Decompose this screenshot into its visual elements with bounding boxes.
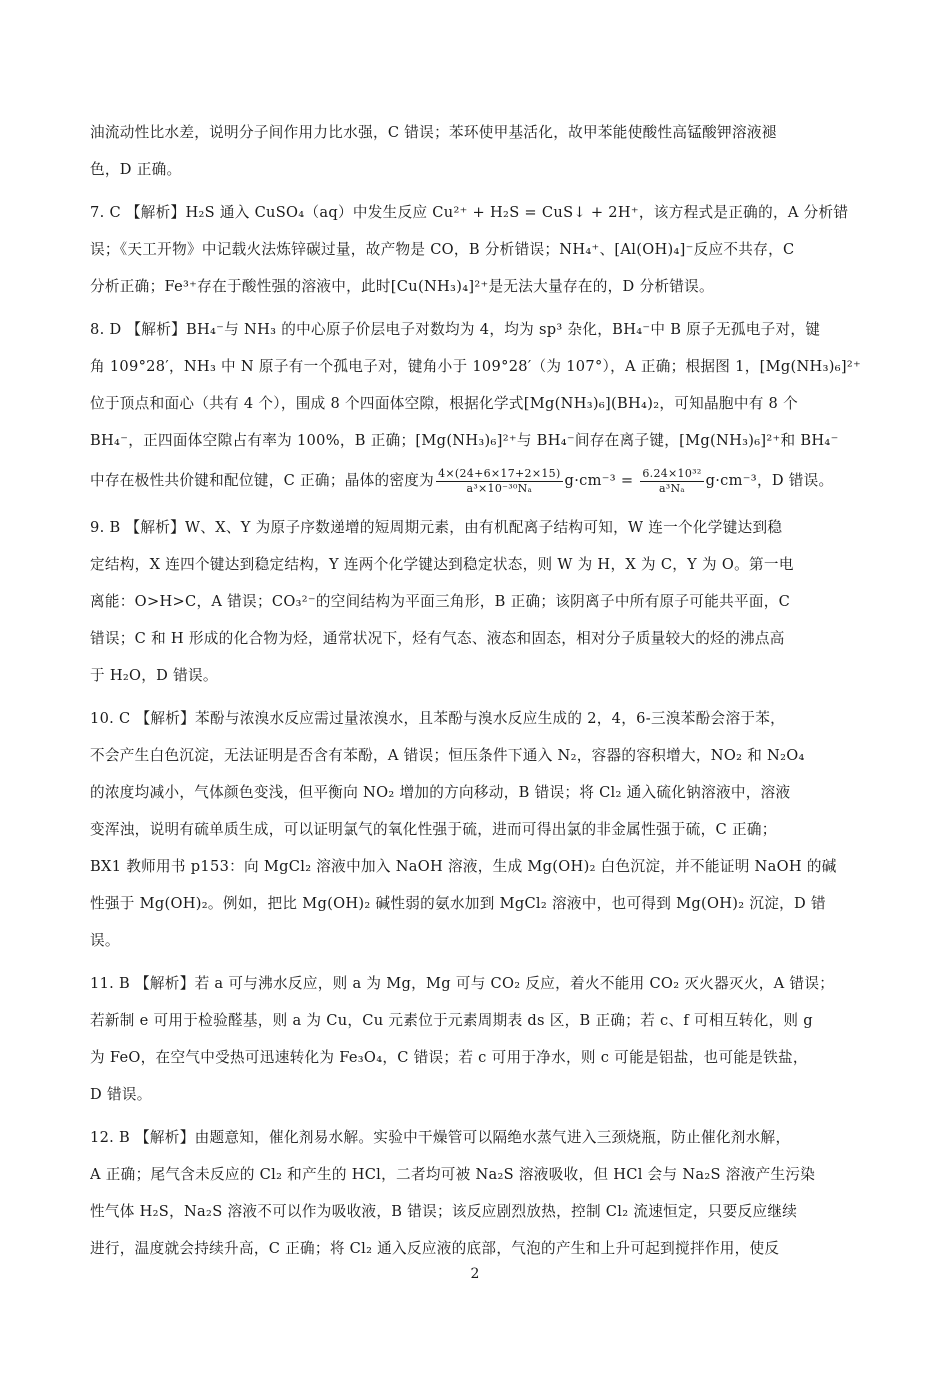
fraction-numerator: 6.24×10³²	[642, 466, 702, 480]
text-line: BX1 教师用书 p153：向 MgCl₂ 溶液中加入 NaOH 溶液，生成 Mg(OH)₂ 白色沉淀，并不能证明 NaOH 的碱	[90, 858, 837, 875]
formula-lead-text: 中存在极性共价键和配位键，C 正确；晶体的密度为	[90, 472, 435, 489]
density-fraction-2	[640, 467, 703, 496]
text-line: 性强于 Mg(OH)₂。例如，把比 Mg(OH)₂ 碱性弱的氨水加到 MgCl₂ 溶液中，也可得到 Mg(OH)₂ 沉淀，D 错	[90, 895, 826, 912]
text-line: 10. C 【解析】苯酚与浓溴水反应需过量浓溴水，且苯酚与溴水反应生成的 2，4，6-三溴苯酚会溶于苯，	[90, 710, 786, 727]
text-line: 位于顶点和面心（共有 4 个），围成 8 个四面体空隙，根据化学式[Mg(NH₃)₆](BH₄)₂，可知晶胞中有 8 个	[90, 395, 798, 412]
text-line: 8. D 【解析】BH₄⁻与 NH₃ 的中心原子价层电子对数均为 4，均为 sp³ 杂化，BH₄⁻中 B 原子无孤电子对，键	[90, 321, 821, 338]
text-line: 定结构，X 连四个键达到稳定结构，Y 连两个化学键达到稳定状态，则 W 为 H，X 为 C，Y 为 O。第一电	[90, 556, 794, 573]
text-line: 误；《天工开物》中记载火法炼锌碳过量，故产物是 CO，B 分析错误；NH₄⁺、[Al(OH)₄]⁻反应不共存，C	[90, 241, 795, 258]
unit-text: g·cm⁻³	[705, 472, 757, 489]
equals-sign: =	[620, 472, 634, 489]
text-line: 于 H₂O，D 错误。	[90, 667, 218, 684]
text-line: 11. B 【解析】若 a 可与沸水反应，则 a 为 Mg，Mg 可与 CO₂ 反应，着火不能用 CO₂ 灭火器灭火，A 错误；	[90, 975, 835, 992]
text-line: 12. B 【解析】由题意知，催化剂易水解。实验中干燥管可以隔绝水蒸气进入三颈烧瓶，防止催化剂水解，	[90, 1129, 791, 1146]
page-number: 2	[470, 1266, 480, 1282]
formula-line	[90, 459, 870, 503]
text-line: 进行，温度就会持续升高，C 正确；将 Cl₂ 通入反应液的底部，气泡的产生和上升可起到搅拌作用，使反	[90, 1240, 780, 1257]
text-line: 性气体 H₂S，Na₂S 溶液不可以作为吸收液，B 错误；该反应剧烈放热，控制 Cl₂ 流速恒定，只要反应继续	[90, 1203, 798, 1220]
text-line: BH₄⁻，正四面体空隙占有率为 100%，B 正确；[Mg(NH₃)₆]²⁺与 BH₄⁻间存在离子键，[Mg(NH₃)₆]²⁺和 BH₄⁻	[90, 432, 839, 449]
text-line: 7. C 【解析】H₂S 通入 CuSO₄（aq）中发生反应 Cu²⁺ + H₂S = CuS↓ + 2H⁺，该方程式是正确的，A 分析错	[90, 204, 849, 221]
text-line: D 错误。	[90, 1086, 152, 1103]
text-line: 若新制 e 可用于检验醛基，则 a 为 Cu，Cu 元素位于元素周期表 ds 区，B 正确；若 c、f 可相互转化，则 g	[90, 1012, 813, 1029]
text-line: 的浓度均减小，气体颜色变浅，但平衡向 NO₂ 增加的方向移动，B 错误；将 Cl₂ 通入硫化钠溶液中，溶液	[90, 784, 791, 801]
fraction-numerator: 4×(24+6×17+2×15)	[438, 466, 561, 480]
text-line: 9. B 【解析】W、X、Y 为原子序数递增的短周期元素，由有机配离子结构可知，W 连一个化学键达到稳	[90, 519, 783, 536]
text-line: 为 FeO，在空气中受热可迅速转化为 Fe₃O₄，C 错误；若 c 可用于净水，则 c 可能是铝盐，也可能是铁盐，	[90, 1049, 808, 1066]
fraction-denominator: a³Nₐ	[658, 481, 685, 495]
fraction-denominator: a³×10⁻³⁰Nₐ	[466, 481, 533, 495]
text-line: 油流动性比水差，说明分子间作用力比水强，C 错误；苯环使甲基活化，故甲苯能使酸性高锰酸钾溶液褪	[90, 124, 777, 141]
text-line: A 正确；尾气含未反应的 Cl₂ 和产生的 HCl，二者均可被 Na₂S 溶液吸收，但 HCl 会与 Na₂S 溶液产生污染	[90, 1166, 816, 1183]
formula-tail-text: ，D 错误。	[756, 472, 834, 489]
text-line: 误。	[90, 932, 120, 949]
unit-text: g·cm⁻³	[564, 472, 616, 489]
text-line: 角 109°28′，NH₃ 中 N 原子有一个孤电子对，键角小于 109°28′（为 107°），A 正确；根据图 1，[Mg(NH₃)₆]²⁺	[90, 358, 862, 375]
text-line: 错误；C 和 H 形成的化合物为烃，通常状况下，烃有气态、液态和固态，相对分子质量较大的烃的沸点高	[90, 630, 785, 647]
text-line: 色，D 正确。	[90, 161, 182, 178]
density-fraction-1	[436, 467, 562, 496]
text-line: 不会产生白色沉淀，无法证明是否含有苯酚，A 错误；恒压条件下通入 N₂，容器的容积增大，NO₂ 和 N₂O₄	[90, 747, 805, 764]
body-text	[90, 114, 870, 1267]
text-line: 变浑浊，说明有硫单质生成，可以证明氯气的氧化性强于硫，进而可得出氯的非金属性强于硫，C 正确；	[90, 821, 777, 838]
text-line: 离能：O>H>C，A 错误；CO₃²⁻的空间结构为平面三角形，B 正确；该阴离子中所有原子可能共平面，C	[90, 593, 791, 610]
text-line: 分析正确；Fe³⁺存在于酸性强的溶液中，此时[Cu(NH₃)₄]²⁺是无法大量存在的，D 分析错误。	[90, 278, 714, 295]
